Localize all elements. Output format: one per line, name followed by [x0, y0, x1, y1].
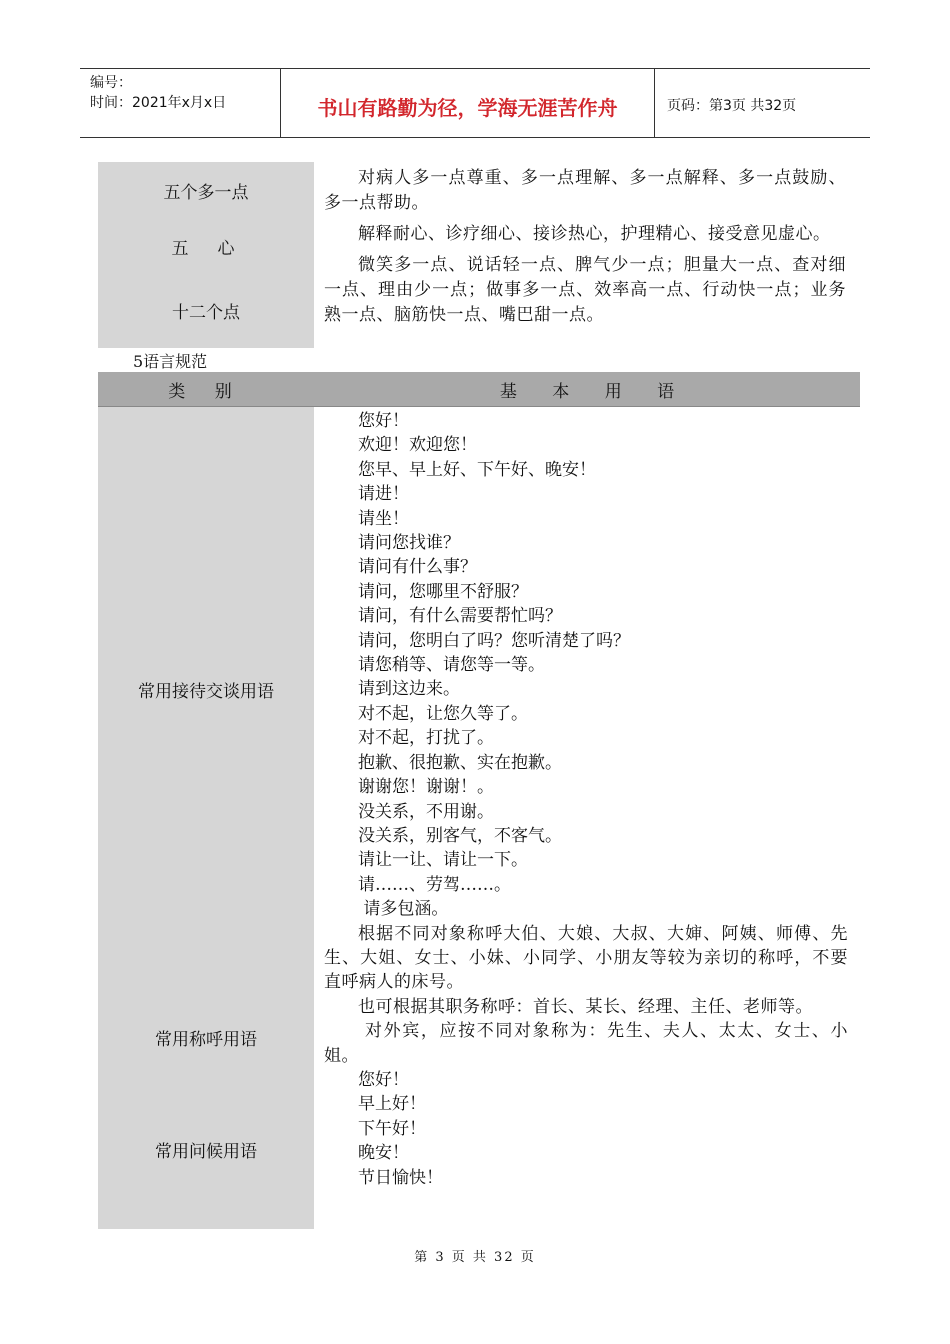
row-label: 十二个点: [172, 303, 240, 323]
row-text: 对病人多一点尊重、多一点理解、多一点解释、多一点鼓励、多一点帮助。: [324, 168, 846, 213]
row-text: 微笑多一点、说话轻一点、脾气少一点；胆量大一点、查对细一点、理由少一点；做事多一点、效率高一点、行动快一点；业务熟一点、脑筋快一点、嘴巴甜一点。: [324, 255, 846, 325]
col-category: 类 别: [168, 381, 244, 402]
phrase-line: 没关系，不用谢。: [358, 801, 494, 822]
phrases-column: [314, 407, 860, 1229]
phrase-line: 对不起，打扰了。: [358, 728, 494, 749]
page-header: [80, 68, 870, 138]
phrase-line: 请您稍等、请您等一等。: [358, 655, 545, 676]
category-label: 常用问候用语: [155, 1142, 257, 1162]
row-label: 五 心: [171, 239, 241, 259]
table-header: [98, 372, 860, 407]
section-title: 5语言规范: [133, 352, 208, 371]
phrase-line: 请到这边来。: [358, 679, 460, 700]
category-column: [98, 407, 314, 1229]
principles-text-column: [314, 162, 858, 348]
phrase-line: 请问，您明白了吗？您听清楚了吗？: [358, 630, 630, 651]
phrase-line: 谢谢您！谢谢！。: [358, 777, 494, 798]
table-body: [98, 407, 860, 1229]
page-info: 页码：第3页 共32页: [667, 98, 797, 114]
phrase-line: 请进！: [358, 484, 409, 505]
phrase-line: 欢迎！欢迎您！: [358, 435, 477, 456]
address-paragraph: 对外宾，应按不同对象称为：先生、夫人、太太、女士、小姐。: [324, 1021, 849, 1066]
phrase-line: 请问，有什么需要帮忙吗？: [358, 606, 562, 627]
reception-phrases: [324, 409, 848, 922]
header-meta: [80, 69, 281, 137]
phrase-line: 请问您找谁？: [358, 533, 460, 554]
phrase-line: 请坐！: [358, 508, 409, 529]
phrase-line: 节日愉快！: [358, 1167, 443, 1188]
language-standards-table: [98, 372, 860, 1228]
phrase-line: 请问有什么事？: [358, 557, 477, 578]
principles-label-column: [98, 162, 314, 348]
row-label: 五个多一点: [163, 183, 249, 203]
greeting-phrases: [324, 1068, 848, 1190]
phrase-line: 对不起，让您久等了。: [358, 703, 528, 724]
address-phrases: [324, 922, 848, 1068]
phrase-line: 下午好！: [358, 1118, 426, 1139]
category-label: 常用接待交谈用语: [138, 682, 274, 702]
phrase-line: 请让一让、请让一下。: [358, 850, 528, 871]
address-paragraph: 根据不同对象称呼大伯、大娘、大叔、大婶、阿姨、师傅、先生、大姐、女士、小妹、小同学、小朋友等较为亲切的称呼，不要直呼病人的床号。: [324, 923, 848, 993]
phrase-line: 抱歉、很抱歉、实在抱歉。: [358, 752, 562, 773]
address-paragraph: 也可根据其职务称呼：首长、某长、经理、主任、老师等。: [358, 996, 813, 1017]
service-principles-table: [98, 162, 858, 348]
phrase-line: 请问，您哪里不舒服？: [358, 581, 528, 602]
phrase-line: 晚安！: [358, 1143, 409, 1164]
col-phrases: 基 本 用 语: [499, 381, 675, 402]
phrase-line: 请多包涵。: [358, 899, 449, 920]
page-footer: 第 3 页 共 32 页: [414, 1250, 536, 1265]
category-label: 常用称呼用语: [155, 1030, 257, 1050]
phrase-line: 没关系，别客气，不客气。: [358, 825, 562, 846]
phrase-line: 早上好！: [358, 1094, 426, 1115]
phrase-line: 您早、早上好、下午好、晚安！: [358, 459, 596, 480]
phrase-line: 请……、劳驾……。: [358, 874, 511, 895]
number-label: 编号：: [90, 75, 132, 91]
phrase-line: 您好！: [358, 411, 409, 431]
time-label: 时间：2021年x月x日: [90, 95, 227, 111]
motto: 书山有路勤为径，学海无涯苦作舟: [281, 69, 655, 137]
phrase-line: 您好！: [358, 1069, 409, 1090]
row-text: 解释耐心、诊疗细心、接诊热心，护理精心、接受意见虚心。: [358, 224, 831, 244]
